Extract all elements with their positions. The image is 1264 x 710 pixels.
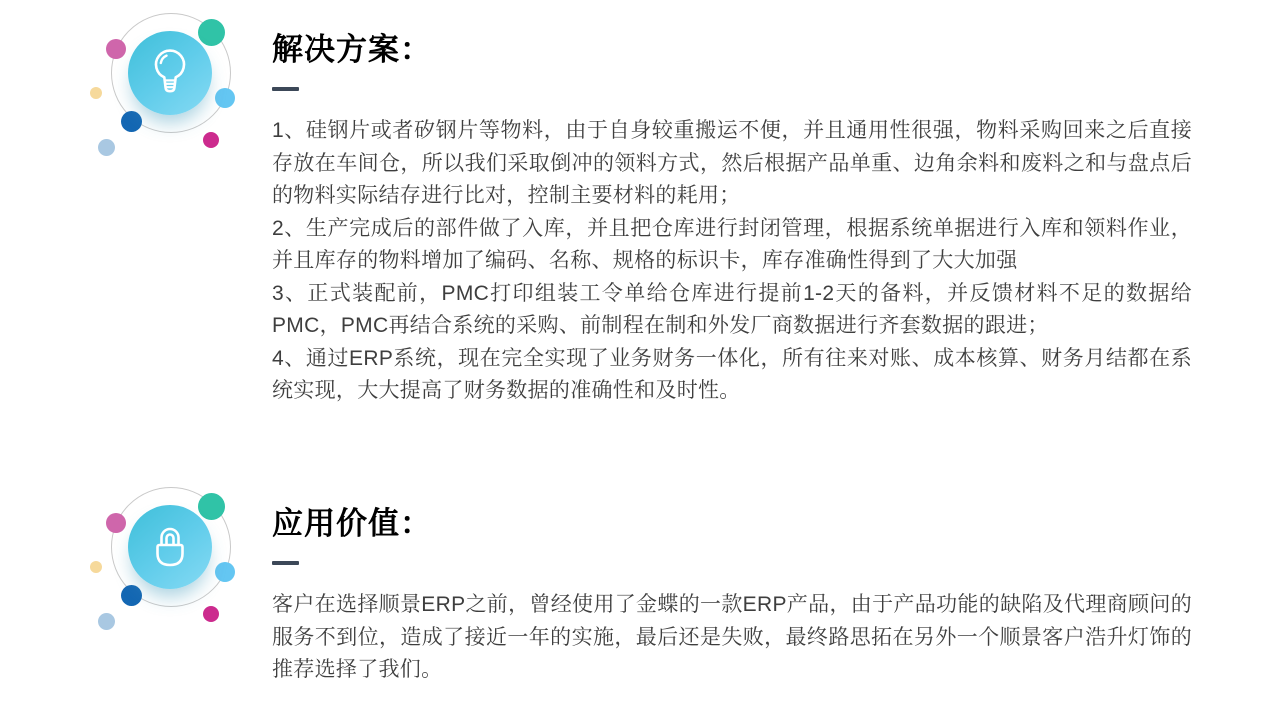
decor-dot-pink [106,513,126,533]
solution-title-dash [272,87,299,91]
decor-dot-teal [198,19,225,46]
solution-text [272,115,1192,408]
value-text [272,589,1192,687]
value-title: 应用价值： [272,506,432,541]
solution-item-3: 3、正式装配前，PMC打印组装工令单给仓库进行提前1-2天的备料，并反馈材料不足的数据给PMC，PMC再结合系统的采购、前制程在制和外发厂商数据进行齐套数据的跟进； [272,281,1192,337]
solution-icon-cluster [80,10,250,160]
decor-dot-pink [106,39,126,59]
decor-dot-pale-blue [98,613,115,630]
decor-dot-cream [90,87,102,99]
lightbulb-icon [145,44,195,102]
decor-dot-pale-blue [98,139,115,156]
lock-icon [145,520,195,574]
solution-item-4: 4、通过ERP系统，现在完全实现了业务财务一体化，所有往来对账、成本核算、财务月结都在系统实现，大大提高了财务数据的准确性和及时性。 [272,346,1192,402]
decor-dot-sky-blue [215,88,235,108]
decor-dot-magenta [203,132,219,148]
lightbulb-badge [128,31,212,115]
lock-badge [128,505,212,589]
decor-dot-dark-blue [121,585,142,606]
decor-dot-magenta [203,606,219,622]
decor-dot-dark-blue [121,111,142,132]
solution-item-2: 2、生产完成后的部件做了入库，并且把仓库进行封闭管理，根据系统单据进行入库和领料作业，并且库存的物料增加了编码、名称、规格的标识卡，库存准确性得到了大大加强 [272,216,1192,272]
solution-content [272,0,1192,408]
solution-title: 解决方案： [272,32,432,67]
value-icon-cluster [80,484,250,634]
solution-item-1: 1、硅钢片或者矽钢片等物料，由于自身较重搬运不便，并且通用性很强，物料采购回来之后直接存放在车间仓，所以我们采取倒冲的领料方式，然后根据产品单重、边角余料和废料之和与盘点后的物料实际结存进行比对，控制主要材料的耗用； [272,119,1192,207]
decor-dot-sky-blue [215,562,235,582]
decor-dot-teal [198,493,225,520]
decor-dot-cream [90,561,102,573]
value-content [272,474,1192,687]
value-paragraph: 客户在选择顺景ERP之前，曾经使用了金蝶的一款ERP产品，由于产品功能的缺陷及代理商顾问的服务不到位，造成了接近一年的实施，最后还是失败，最终路思拓在另外一个顺景客户浩升灯饰的推荐选择了我们。 [272,593,1192,681]
value-title-dash [272,561,299,565]
